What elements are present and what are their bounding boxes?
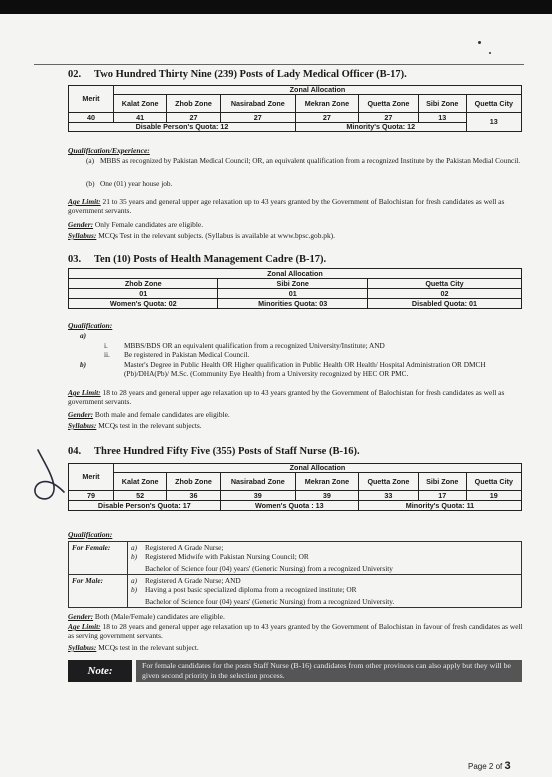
list-marker: a) bbox=[131, 543, 138, 552]
table-cell: 02 bbox=[367, 289, 521, 299]
zone-header: Sibi Zone bbox=[218, 279, 367, 289]
zone-header: Quetta City bbox=[466, 95, 521, 113]
table-cell: 41 bbox=[114, 113, 167, 123]
table-cell: 39 bbox=[295, 491, 358, 501]
header-rule bbox=[34, 64, 524, 65]
list-marker: b) bbox=[80, 360, 87, 369]
qualification-item: Bachelor of Science four (04) years' (Generic Nursing) from a recognized University. bbox=[145, 597, 395, 606]
age-limit-paragraph: Age Limit: 18 to 28 years and general upper age relaxation up to 43 years granted by the Government of Balochistan for fresh candidates as well as government servants. bbox=[68, 388, 505, 407]
minorities-quota: Minorities Quota: 03 bbox=[218, 299, 367, 309]
zone-header: Sibi Zone bbox=[418, 473, 466, 491]
scan-top-border bbox=[0, 0, 552, 14]
section-02-allocation-table bbox=[68, 85, 522, 132]
list-marker: a) bbox=[131, 576, 138, 585]
table-cell: 52 bbox=[114, 491, 167, 501]
page-number: Page 2 of 3 bbox=[468, 760, 511, 772]
table-cell: 27 bbox=[220, 113, 295, 123]
list-marker: b) bbox=[131, 552, 138, 561]
women-quota: Women's Quota: 02 bbox=[69, 299, 218, 309]
table-cell: 01 bbox=[218, 289, 367, 299]
list-marker: i. bbox=[104, 341, 108, 350]
age-limit-paragraph: Age Limit: 21 to 35 years and general upper age relaxation up to 43 years granted by the Government of Balochistan for fresh candidates as well as government servants. bbox=[68, 197, 505, 216]
table-cell: 36 bbox=[167, 491, 220, 501]
zonal-allocation-header: Zonal Allocation bbox=[114, 464, 522, 473]
table-cell: 33 bbox=[358, 491, 418, 501]
zone-header: Nasirabad Zone bbox=[220, 473, 295, 491]
for-male-label: For Male: bbox=[69, 575, 128, 608]
male-qualifications bbox=[128, 575, 522, 608]
qualification-item: Having a post basic specialized diploma from a recognized institute; OR bbox=[145, 585, 357, 594]
zone-header: Sibi Zone bbox=[418, 95, 466, 113]
zone-header: Zhob Zone bbox=[167, 95, 220, 113]
zone-header: Kalat Zone bbox=[114, 95, 167, 113]
disable-quota: Disable Person's Quota: 12 bbox=[69, 123, 296, 132]
note-label: Note: bbox=[68, 660, 132, 682]
zone-header: Quetta City bbox=[466, 473, 521, 491]
list-marker: a) bbox=[80, 331, 87, 340]
syllabus-paragraph: Syllabus: MCQs test in the relevant subject. bbox=[68, 643, 199, 652]
qualification-item: Registered A Grade Nurse; bbox=[145, 543, 224, 552]
for-female-label: For Female: bbox=[69, 542, 128, 575]
section-04-title: 04. Three Hundred Fifty Five (355) Posts of Staff Nurse (B-16). bbox=[68, 446, 360, 457]
zone-header: Zhob Zone bbox=[167, 473, 220, 491]
qualification-item: Be registered in Pakistan Medical Council. bbox=[124, 350, 250, 359]
scan-speck bbox=[489, 52, 491, 54]
gender-paragraph: Gender: Only Female candidates are eligible. bbox=[68, 220, 204, 229]
female-qualifications bbox=[128, 542, 522, 575]
list-marker: b) bbox=[131, 585, 138, 594]
zone-header: Zhob Zone bbox=[69, 279, 218, 289]
zone-header: Mekran Zone bbox=[295, 95, 358, 113]
zone-header: Quetta Zone bbox=[358, 95, 418, 113]
gender-paragraph: Gender: Both male and female candidates are eligible. bbox=[68, 410, 230, 419]
qualification-item: Master's Degree in Public Health OR Higher qualification in Public Health OR Health/ Hospital Administration OR DMCH (Pb)/DHA(Pb)/ M.Sc. (Community Eye Health) from a University recognized by HEC OR PMC. bbox=[124, 360, 486, 378]
table-cell: 27 bbox=[167, 113, 220, 123]
women-quota: Women's Quota : 13 bbox=[220, 501, 358, 511]
handwritten-pen-mark bbox=[28, 446, 70, 508]
scan-speck bbox=[478, 41, 481, 44]
section-04-qualification-heading: Qualification: bbox=[68, 530, 113, 539]
minority-quota: Minority's Quota: 11 bbox=[358, 501, 521, 511]
merit-header: Merit bbox=[69, 86, 114, 113]
syllabus-paragraph: Syllabus: MCQs Test in the relevant subjects. (Syllabus is available at www.bpsc.gob.pk). bbox=[68, 231, 335, 240]
section-03-allocation-table bbox=[68, 268, 522, 309]
qualification-item: One (01) year house job. bbox=[100, 179, 173, 188]
zonal-allocation-header: Zonal Allocation bbox=[114, 86, 522, 95]
section-03-title: 03. Ten (10) Posts of Health Management Cadre (B-17). bbox=[68, 254, 327, 265]
disable-quota: Disable Person's Quota: 17 bbox=[69, 501, 221, 511]
qualification-item: Registered A Grade Nurse; AND bbox=[145, 576, 241, 585]
zone-header: Quetta City bbox=[367, 279, 521, 289]
zone-header: Nasirabad Zone bbox=[220, 95, 295, 113]
section-02-title: 02. Two Hundred Thirty Nine (239) Posts of Lady Medical Officer (B-17). bbox=[68, 69, 407, 80]
table-cell: 79 bbox=[69, 491, 114, 501]
disabled-quota: Disabled Quota: 01 bbox=[367, 299, 521, 309]
section-04-allocation-table bbox=[68, 463, 522, 511]
note-text: For female candidates for the posts Staff Nurse (B-16) candidates from other provinces can also apply but they will be given second priority in the selection process. bbox=[136, 660, 522, 682]
list-marker: (a) bbox=[86, 156, 95, 165]
table-cell: 27 bbox=[295, 113, 358, 123]
gender-paragraph: Gender: Both (Male/Female) candidates are eligible. bbox=[68, 612, 225, 621]
qualification-item: Registered Midwife with Pakistan Nursing Council; OR bbox=[145, 552, 309, 561]
table-cell: 19 bbox=[466, 491, 521, 501]
qualification-item: Bachelor of Science four (04) years' (Generic Nursing) from a recognized University bbox=[145, 564, 393, 573]
section-04-qualification-table bbox=[68, 541, 522, 608]
merit-header: Merit bbox=[69, 464, 114, 491]
minority-quota: Minority's Quota: 12 bbox=[295, 123, 466, 132]
zone-header: Kalat Zone bbox=[114, 473, 167, 491]
table-cell: 27 bbox=[358, 113, 418, 123]
qualification-item: MBBS/BDS OR an equivalent qualification from a recognized University/Institute; AND bbox=[124, 341, 385, 350]
table-cell: 39 bbox=[220, 491, 295, 501]
age-limit-paragraph: Age Limit: 18 to 28 years and general upper age relaxation up to 43 years granted by the Government of Balochistan in favour of fresh candidates as well as serving government servants. bbox=[68, 622, 523, 641]
zone-header: Mekran Zone bbox=[295, 473, 358, 491]
section-03-qualification-heading: Qualification: bbox=[68, 321, 113, 330]
list-marker: (b) bbox=[86, 179, 95, 188]
zone-header: Quetta Zone bbox=[358, 473, 418, 491]
table-cell: 13 bbox=[418, 113, 466, 123]
qualification-item: MBBS as recognized by Pakistan Medical Council; OR, an equivalent qualification from a recognized Institute by the Pakistan Medial Council. bbox=[100, 156, 521, 165]
syllabus-paragraph: Syllabus: MCQs test in the relevant subjects. bbox=[68, 421, 202, 430]
table-cell: 01 bbox=[69, 289, 218, 299]
table-cell: 13 bbox=[466, 113, 521, 132]
table-cell: 40 bbox=[69, 113, 114, 123]
section-02-qualification-heading: Qualification/Experience: bbox=[68, 146, 150, 155]
zonal-allocation-header: Zonal Allocation bbox=[69, 269, 522, 279]
list-marker: ii. bbox=[104, 350, 110, 359]
table-cell: 17 bbox=[418, 491, 466, 501]
